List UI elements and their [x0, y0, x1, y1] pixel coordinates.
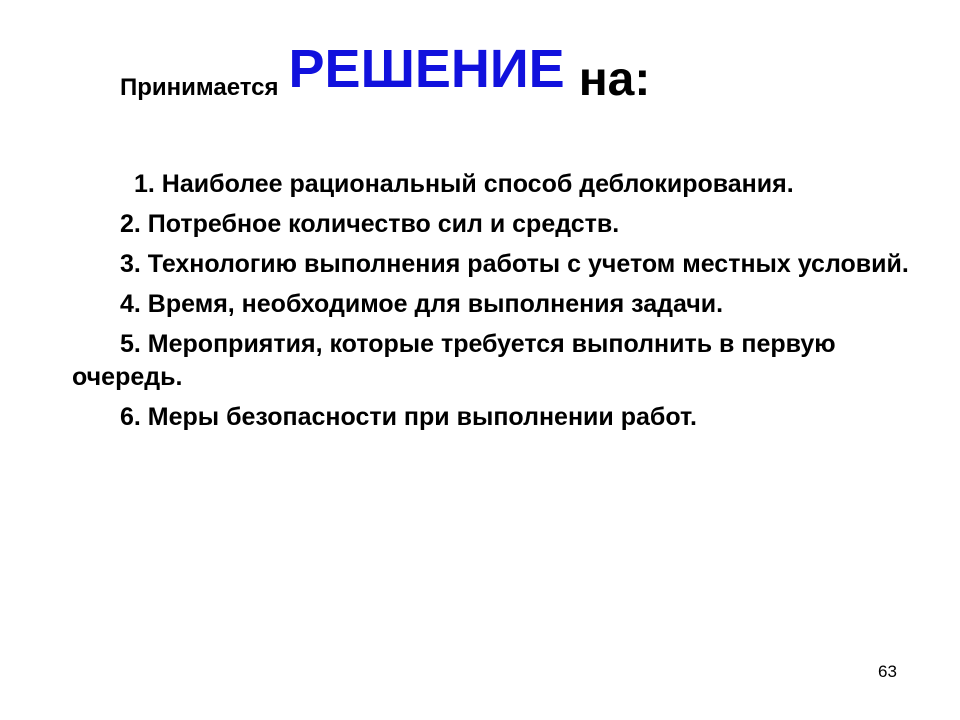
page-number: 63 [878, 662, 897, 681]
list-item: 1. Наиболее рациональный способ деблокирования. [134, 170, 794, 198]
list-item: 2. Потребное количество сил и средств. [120, 210, 620, 238]
title-prefix: Принимается [120, 74, 279, 101]
list-item: 6. Меры безопасности при выполнении работ. [120, 403, 698, 431]
title-suffix: на: [578, 53, 651, 106]
list-item: 5. Мероприятия, которые требуется выполнить в первую очередь. [72, 330, 836, 391]
slide-title [120, 39, 651, 106]
title-keyword: РЕШЕНИЕ [288, 39, 565, 99]
list-item: 4. Время, необходимое для выполнения задачи. [120, 290, 724, 318]
list-item: 3. Технологию выполнения работы с учетом местных условий. [120, 250, 909, 278]
decision-list [72, 168, 928, 441]
